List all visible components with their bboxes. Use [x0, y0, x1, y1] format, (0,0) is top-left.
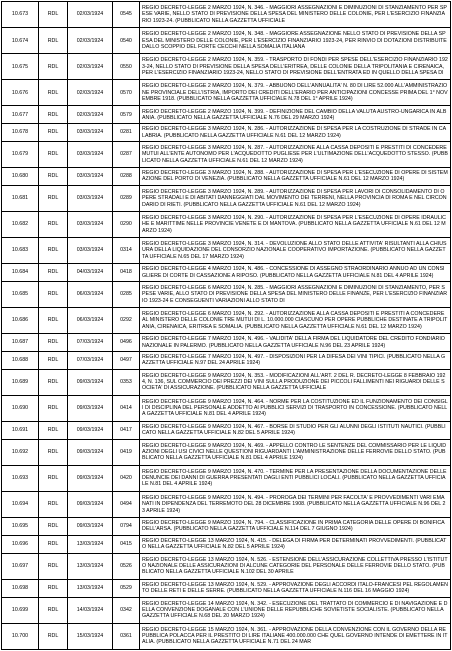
entry-number: 10.694 [2, 491, 39, 517]
act-code: 0361 [113, 623, 140, 649]
entry-number: 10.676 [2, 80, 39, 106]
act-code: 0353 [113, 369, 140, 395]
act-description: REGIO DECRETO-LEGGE 6 MARZO 1924, N. 292. - AUTORIZZAZIONE ALLA CASSA DEPOSITI E PRESTITI A CONCEDERE AL MINISTERO DELLE COLONIE TRE MUTUI DI L. 10.000.000 CIASCUNO PER OPERE PUBBLICHE DESTINATE A TRIPOLITANIA, CIRENAICA, ERITREA E SOMALIA. (PUBBLICATO NELLA GAZZETTA UFFICIALE N.61 DEL 12 MARZO 1924) [140, 308, 451, 334]
table-row [2, 168, 451, 186]
act-description: REGIO DECRETO-LEGGE 7 MARZO 1924, N. 496. - VALIDITA' DELLA FIRMA DEL LIQUIDATORE DEL CREDITO FONDIARIO NAZIONALE IN PALERMO. (PUBBLICATO NELLA GAZZETTA UFFICIALE N.96 DEL 23 APRILE 1924) [140, 334, 451, 352]
table-row [2, 106, 451, 124]
act-code: 0287 [113, 141, 140, 167]
entry-number: 10.690 [2, 395, 39, 421]
entry-number: 10.683 [2, 238, 39, 264]
act-description: REGIO DECRETO-LEGGE 13 MARZO 1924, N. 415. - DELEGA DI FIRMA PER DETERMINATI PROVVEDIMENTI. (PUBBLICATO NELLA GAZZETTA UFFICIALE N.82 DEL 5 APRILE 1924) [140, 535, 451, 553]
act-date: 07/03/1924 [68, 334, 113, 352]
act-type: RDL [39, 623, 68, 649]
entry-number: 10.675 [2, 54, 39, 80]
act-type: RDL [39, 168, 68, 186]
act-type: RDL [39, 141, 68, 167]
act-code: 0494 [113, 491, 140, 517]
act-description: REGIO DECRETO-LEGGE 4 MARZO 1924, N. 486. - CONCESSIONE DI ASSEGNO STRAORDINARIO ANNUO AD UN CONSIGLIERE DI CORTE DI CASSAZIONE A RIPOSO. (PUBBLICATO NELLA GAZZETTA UFFICIALE N.81 DEL 4 APRILE 1924) [140, 264, 451, 282]
act-type: RDL [39, 535, 68, 553]
act-date: 09/03/1924 [68, 465, 113, 491]
act-type: RDL [39, 597, 68, 623]
act-code: 0415 [113, 535, 140, 553]
act-code: 0579 [113, 106, 140, 124]
entry-number: 10.695 [2, 517, 39, 535]
act-date: 03/03/1924 [68, 168, 113, 186]
act-type: RDL [39, 106, 68, 124]
act-date: 13/03/1924 [68, 579, 113, 597]
act-description: REGIO DECRETO-LEGGE 9 MARZO 1924, N. 467. - BORSE DI STUDIO PER GLI ALUNNI DEGLI ISTITUTI NAUTICI. (PUBBLICATO NELLA GAZZETTA UFFICIALE N.82 DEL 5 APRILE 1924) [140, 421, 451, 439]
act-date: 02/03/1924 [68, 80, 113, 106]
entry-number: 10.689 [2, 369, 39, 395]
act-description: REGIO DECRETO-LEGGE 2 MARZO 1924, N. 348. - MAGGIORE ASSEGNAZIONE NELLO STATO DI PREVISIONE DELLA SPESA DEL MINISTERO DELLE COLONIE, PER L'ESERCIZIO FINANZIARIO 1923-24, PER RINVIO DI DOTAZIONI DISTRIBUITE DALLO SCOPPIO DEL FORTE CECCHI NELLA SOMALIA ITALIANA [140, 28, 451, 54]
act-date: 02/03/1924 [68, 2, 113, 28]
act-date: 02/03/1924 [68, 54, 113, 80]
act-type: RDL [39, 579, 68, 597]
entry-number: 10.693 [2, 465, 39, 491]
table-row [2, 439, 451, 465]
table-row [2, 211, 451, 237]
table-row [2, 579, 451, 597]
entry-number: 10.696 [2, 535, 39, 553]
act-description: REGIO DECRETO-LEGGE 9 MARZO 1924, N. 469. - APPELLO CONTRO LE SENTENZE DEL COMMISSARIO PER LE LIQUIDAZIONI DEGLI USI CIVICI NELLE QUESTIONI RIGUARDANTI L'AMMINISTRAZIONE DELLE FERROVIE DELLO STATO. (PUBBLICATO NELLA GAZZETTA UFFICIALE N.81 DEL 4 APRILE 1924) [140, 439, 451, 465]
table-row [2, 238, 451, 264]
entry-number: 10.699 [2, 597, 39, 623]
entry-number: 10.697 [2, 553, 39, 579]
act-description: REGIO DECRETO-LEGGE 3 MARZO 1924, N. 290. - AUTORIZZAZIONE DI SPESA PER L'ESECUZIONE DI OPERE IDRAULICHE E MARITTIME NELLE PROVINCIE VENETE E DI MANTOVA. (PUBBLICATO NELLA GAZZETTA UFFICIALE N.61 DEL 12 MARZO 1924) [140, 211, 451, 237]
act-type: RDL [39, 185, 68, 211]
act-code: 0281 [113, 124, 140, 142]
table-row [2, 185, 451, 211]
act-date: 03/03/1924 [68, 238, 113, 264]
act-description: REGIO DECRETO-LEGGE 2 MARZO 1924, N. 399. - DEFINIZIONE DEL CAMBIO DELLA VALUTA AUSTRO-UNGARICA IN ALBANIA. (PUBBLICATO NELLA GAZZETTA UFFICIALE N.76 DEL 29 MARZO 1924) [140, 106, 451, 124]
act-description: REGIO DECRETO-LEGGE 6 MARZO 1924, N. 285. - MAGGIORI ASSEGNAZIONI E DIMINUZIONI DI STANZIAMENTO, PER SPESE VARIE, ALLO STATO DI PREVISIONE DELLA SPESA DEL MINISTERO DELLE FINANZE, PER L'ESERCIZIO FINANZIARIO 1923-24 E CONSEGUENTI VARIAZIONI ALLO STATO DI [140, 281, 451, 307]
act-description: REGIO DECRETO-LEGGE 3 MARZO 1924, N. 289. - AUTORIZZAZIONE DI SPESA PER LAVORI DI CONSOLIDAMENTO DI OPERE STRADALI E DI ABITATI DANNEGGIATI DAL MOVIMENTO DEI TERRENI, NELLA PROVINCIA DI ROMA E NEL CIRCONDARIO DI RIETI. (PUBBLICATO NELLA GAZZETTA UFFICIALE N.61 DEL 12 MARZO 1924) [140, 185, 451, 211]
act-type: RDL [39, 28, 68, 54]
entry-number: 10.700 [2, 623, 39, 649]
entry-number: 10.698 [2, 579, 39, 597]
decree-table-body [2, 2, 451, 650]
entry-number: 10.678 [2, 124, 39, 142]
table-row [2, 491, 451, 517]
act-code: 0290 [113, 211, 140, 237]
entry-number: 10.673 [2, 2, 39, 28]
act-code: 0285 [113, 281, 140, 307]
act-date: 09/03/1924 [68, 491, 113, 517]
act-type: RDL [39, 465, 68, 491]
act-type: RDL [39, 124, 68, 142]
act-type: RDL [39, 517, 68, 535]
entry-number: 10.687 [2, 334, 39, 352]
act-description: REGIO DECRETO-LEGGE 2 MARZO 1924, N. 379. - ABBUONO DELL'ANNUALITA' N. 80 DI LIRE 52.000 ALL'AMMINISTRAZIONE PROVINCIALE DELL'ISTRIA, IMPORTO DEI CREDITI DELL'ERARIO PER ANTICIPAZIONI CONCESSE PRIMA DEL 1° NOVEMBRE 1918. (PUBBLICATO NELLA GAZZETTA UFFICIALE N.78 DEL 1° APRILE 1924) [140, 80, 451, 106]
act-type: RDL [39, 264, 68, 282]
entry-number: 10.688 [2, 351, 39, 369]
act-type: RDL [39, 334, 68, 352]
act-description: REGIO DECRETO-LEGGE 2 MARZO 1924, N. 346. - MAGGIORI ASSEGNAZIONI E DIMINUZIONI DI STANZIAMENTO PER SPESE VARIE, NELLO STATO DI PREVISIONE DELLA SPESA DEL MINISTERO DELLE COLONIE, PER L'ESERCIZIO FINANZIARIO 1923-24. (PUBBLICATO NELLA GAZZETTA UFFICIALE [140, 2, 451, 28]
act-description: REGIO DECRETO-LEGGE 13 MARZO 1924, N. 529. - APPROVAZIONE DEGLI ACCORDI ITALO-FRANCESI PEL REGOLAMENTO DELLE RETI E DELLE SERRE. (PUBBLICATO NELLA GAZZETTA UFFICIALE N.116 DEL 16 MAGGIO 1924) [140, 579, 451, 597]
act-code: 0529 [113, 579, 140, 597]
table-row [2, 351, 451, 369]
act-date: 02/03/1924 [68, 28, 113, 54]
act-date: 03/03/1924 [68, 211, 113, 237]
act-code: 0497 [113, 351, 140, 369]
act-date: 15/03/1924 [68, 623, 113, 649]
act-date: 13/03/1924 [68, 553, 113, 579]
act-date: 14/03/1924 [68, 597, 113, 623]
table-row [2, 80, 451, 106]
table-row [2, 369, 451, 395]
act-date: 02/03/1924 [68, 106, 113, 124]
act-type: RDL [39, 439, 68, 465]
act-date: 13/03/1924 [68, 535, 113, 553]
table-row [2, 553, 451, 579]
act-description: REGIO DECRETO-LEGGE 3 MARZO 1924, N. 287. - AUTORIZZAZIONE ALLA CASSA DEPOSITI E PRESTITI DI CONCEDERE MUTUI ALL'ENTE AUTONOMO PER L'ACQUEDOTTO PUGLIESE PER L'ULTIMAZIONE DELL'ACQUEDOTTO STESSO. (PUBBLICATO NELLA GAZZETTA UFFICIALE N.61 DEL 12 MARZO 1924) [140, 141, 451, 167]
act-description: REGIO DECRETO-LEGGE 9 MARZO 1924, N. 464. - NORME PER LA COSTITUZIONE ED IL FUNZIONAMENTO DEI CONSIGLI DI DISCIPLINA DEL PERSONALE ADDETTO AI PUBBLICI SERVIZI DI TRASPORTO IN CONCESSIONE. (PUBBLICATO NELLA GAZZETTA UFFICIALE N.81 DEL 4 APRILE 1924) [140, 395, 451, 421]
entry-number: 10.679 [2, 141, 39, 167]
act-code: 0419 [113, 439, 140, 465]
table-row [2, 2, 451, 28]
table-row [2, 421, 451, 439]
act-date: 09/03/1924 [68, 369, 113, 395]
act-description: REGIO DECRETO-LEGGE 3 MARZO 1924, N. 286. - AUTORIZZAZIONE DI SPESA PER LA COSTRUZIONE DI STRADE IN CALABRIA. (PUBBLICATO NELLA GAZZETTA UFFICIALE N.61 DEL 12 MARZO 1924) [140, 124, 451, 142]
entry-number: 10.674 [2, 28, 39, 54]
act-date: 09/03/1924 [68, 517, 113, 535]
act-type: RDL [39, 211, 68, 237]
act-description: REGIO DECRETO-LEGGE 9 MARZO 1924, N. 494. - PROROGA DEI TERMINI PER FACOLTA' E PROVVEDIMENTI VARI EMANATI IN DIPENDENZA DEL TERREMOTO DEL 28 DICEMBRE 1908. (PUBBLICATO NELLA GAZZETTA UFFICIALE N.96 DEL 23 APRILE 1924) [140, 491, 451, 517]
act-date: 07/03/1924 [68, 351, 113, 369]
act-type: RDL [39, 80, 68, 106]
act-description: REGIO DECRETO-LEGGE 9 MARZO 1924, N. 353. - MODIFICAZIONI ALL'ART. 2 DEL R. DECRETO-LEGGE 8 FEBBRAIO 1924, N. 136, SUL COMMERCIO DEI PREZZI DEI VINI SULLA PRODUZIONE DEI PICCOLI FALLIMENTI NEI RIGUARDI DELLE SOCIETA' DI ASSICURAZIONE. (PUBBLICATO NELLA GAZZETTA UFFICIALE [140, 369, 451, 395]
table-row [2, 623, 451, 649]
table-row [2, 141, 451, 167]
act-code: 0292 [113, 308, 140, 334]
act-code: 0314 [113, 238, 140, 264]
entry-number: 10.682 [2, 211, 39, 237]
act-code: 0418 [113, 264, 140, 282]
act-type: RDL [39, 308, 68, 334]
act-type: RDL [39, 421, 68, 439]
act-type: RDL [39, 351, 68, 369]
table-row [2, 465, 451, 491]
table-row [2, 308, 451, 334]
act-code: 0540 [113, 28, 140, 54]
table-row [2, 334, 451, 352]
act-description: REGIO DECRETO-LEGGE 3 MARZO 1924, N. 314. - DEVOLUZIONE ALLO STATO DELLE ATTIVITA' RISULTANTI ALLA CHIUSURA DELLA LIQUIDAZIONE DEL CONSORZIO NAZIONALE COOPERATIVO IMPORTAZIONE. (PUBBLICATO NELLA GAZZETTA UFFICIALE N.65 DEL 17 MARZO 1924) [140, 238, 451, 264]
act-description: REGIO DECRETO-LEGGE 13 MARZO 1924, N. 526. - ESTENSIONE DELL'ASSICURAZIONE COLLETTIVA PRESSO L'ISTITUTO NAZIONALE DELLE ASSICURAZIONI DI ALCUNE CATEGORIE DEL PERSONALE DELLE FERROVIE DELLO STATO. (PUBBLICATO NELLA GAZZETTA UFFICIALE N.102 DEL 30 APRILE [140, 553, 451, 579]
act-type: RDL [39, 54, 68, 80]
act-code: 0526 [113, 553, 140, 579]
entry-number: 10.691 [2, 421, 39, 439]
decree-table [1, 1, 451, 650]
act-type: RDL [39, 395, 68, 421]
act-code: 0545 [113, 2, 140, 28]
act-date: 06/03/1924 [68, 308, 113, 334]
table-row [2, 124, 451, 142]
table-row [2, 281, 451, 307]
act-description: REGIO DECRETO-LEGGE 7 MARZO 1924, N. 497. - DISPOSIZIONI PER LA DIFESA DEI VINI TIPICI. (PUBBLICATO NELLA GAZZETTA UFFICIALE N.97 DEL 24 APRILE 1924) [140, 351, 451, 369]
act-date: 09/03/1924 [68, 421, 113, 439]
act-description: REGIO DECRETO-LEGGE 3 MARZO 1924, N. 288. - AUTORIZZAZIONE DI SPESA PER L'ESECUZIONE DI OPERE DI SISTEMAZIONE DEL PORTO DI VENEZIA. (PUBBLICATO NELLA GAZZETTA UFFICIALE N.61 DEL 12 MARZO 1924) [140, 168, 451, 186]
table-row [2, 597, 451, 623]
table-row [2, 54, 451, 80]
act-date: 06/03/1924 [68, 281, 113, 307]
act-description: REGIO DECRETO-LEGGE 9 MARZO 1924, N. 470. - TERMINE PER LA PRESENTAZIONE DELLA DOCUMENTAZIONE DELLE DENUNCIE DEI DANNI DI GUERRA PRESENTATI DAGLI ENTI PUBBLICI LOCALI. (PUBBLICATO NELLA GAZZETTA UFFICIALE N.81 DEL 4 APRILE 1924) [140, 465, 451, 491]
act-code: 0289 [113, 185, 140, 211]
act-type: RDL [39, 491, 68, 517]
act-date: 03/03/1924 [68, 185, 113, 211]
act-code: 0342 [113, 597, 140, 623]
act-description: REGIO DECRETO-LEGGE 15 MARZO 1924, N. 361. - APPROVAZIONE DELLA CONVENZIONE CON IL GOVERNO DELLA REPUBBLICA POLACCA PER IL PRESTITO DI LIRE ITALIANE 400.000.000 CHE QUEL GOVERNO INTENDE DI EMETTERE IN ITALIA. (PUBBLICATO NELLA GAZZETTA UFFICIALE N.71 DEL 24 MAR [140, 623, 451, 649]
table-row [2, 517, 451, 535]
entry-number: 10.686 [2, 308, 39, 334]
act-type: RDL [39, 369, 68, 395]
act-code: 0288 [113, 168, 140, 186]
act-code: 0496 [113, 334, 140, 352]
entry-number: 10.692 [2, 439, 39, 465]
entry-number: 10.684 [2, 264, 39, 282]
table-row [2, 395, 451, 421]
table-row [2, 264, 451, 282]
act-code: 0550 [113, 54, 140, 80]
entry-number: 10.685 [2, 281, 39, 307]
act-date: 03/03/1924 [68, 124, 113, 142]
entry-number: 10.680 [2, 168, 39, 186]
act-code: 0414 [113, 395, 140, 421]
table-row [2, 28, 451, 54]
table-row [2, 535, 451, 553]
act-description: REGIO DECRETO-LEGGE 2 MARZO 1924, N. 359. - TRASPORTO DI FONDI PER SPESE DELL'ESERCIZIO FINANZIARIO 1923-24, NELLO STATO DI PREVISIONE DELLA SPESA DELL'ERITREA, DELLE COLONIE DELLA TRIPOLITANIA E CIRENAICA, PER L'ESERCIZIO FINANZIARIO 1923-24, NELLO STATO DI PREVISIONE DELL'ENTRATA ED IN QUELLO DELLA SPESA DI [140, 54, 451, 80]
act-date: 04/03/1924 [68, 264, 113, 282]
act-code: 0417 [113, 421, 140, 439]
entry-number: 10.677 [2, 106, 39, 124]
act-code: 0794 [113, 517, 140, 535]
act-type: RDL [39, 238, 68, 264]
act-date: 09/03/1924 [68, 439, 113, 465]
act-date: 09/03/1924 [68, 395, 113, 421]
act-type: RDL [39, 281, 68, 307]
act-type: RDL [39, 2, 68, 28]
act-description: REGIO DECRETO-LEGGE 9 MARZO 1924, N. 794. - CLASSIFICAZIONE IN PRIMA CATEGORIA DELLE OPERE DI BONIFICA DELL'ARSA. (PUBBLICATO NELLA GAZZETTA UFFICIALE N.114 DEL 7 GIUGNO 1924) [140, 517, 451, 535]
entry-number: 10.681 [2, 185, 39, 211]
act-code: 0570 [113, 80, 140, 106]
act-description: REGIO DECRETO-LEGGE 14 MARZO 1924, N. 342. - ESECUZIONE DEL TRATTATO DI COMMERCIO E DI NAVIGAZIONE E DELLA CONVENZIONE DOGANALE CON L'UNIONE DELLE REPUBBLICHE SOVIETISTE SOCIALISTE. (PUBBLICATO NELLA GAZZETTA UFFICIALE N.68 DEL 20 MARZO 1924) [140, 597, 451, 623]
act-type: RDL [39, 553, 68, 579]
act-date: 03/03/1924 [68, 141, 113, 167]
act-code: 0420 [113, 465, 140, 491]
